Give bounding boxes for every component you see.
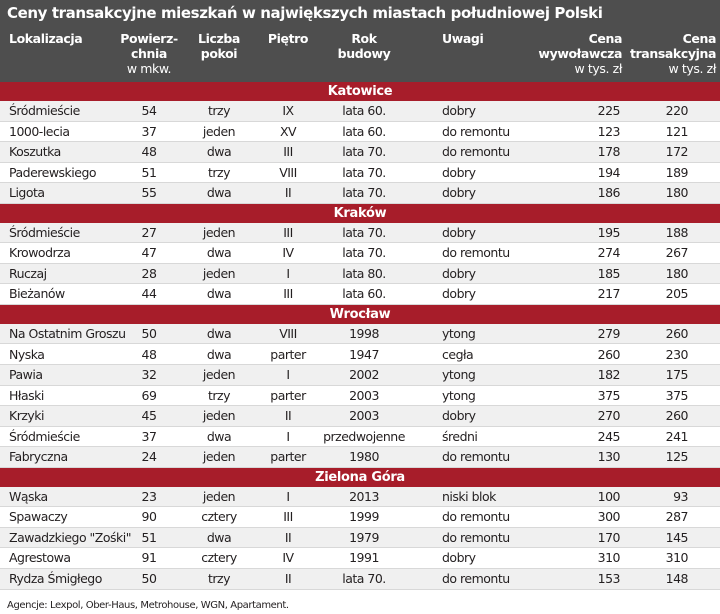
cell-notes: dobry [442,408,476,424]
header-asking-unit: w tys. zł [574,61,622,76]
cell-asking-price: 274 [597,245,620,261]
cell-notes: dobry [442,185,476,201]
cell-notes: ytong [442,367,476,383]
cell-asking-price: 260 [597,346,620,362]
table-row [0,569,720,590]
cell-location: Wąska [9,488,48,504]
cell-asking-price: 217 [597,286,620,302]
cell-year: lata 70. [342,224,386,240]
header-rooms-line2: pokoi [200,46,238,61]
cell-area: 50 [141,325,157,341]
cell-transaction-price: 180 [665,265,688,281]
cell-asking-price: 279 [597,325,620,341]
cell-transaction-price: 125 [665,449,688,465]
cell-floor: I [286,488,290,504]
table-row [0,365,720,386]
cell-asking-price: 245 [597,428,620,444]
cell-floor: IX [282,103,294,118]
cell-notes: do remontu [442,509,510,525]
cell-floor: III [283,286,293,302]
section-header-2: Wrocław [0,305,720,324]
cell-transaction-price: 260 [665,325,688,341]
cell-notes: ytong [442,387,476,403]
cell-rooms: jeden [202,123,236,139]
cell-rooms: dwa [206,286,232,302]
cell-year: lata 70. [342,571,386,586]
cell-location: Bieżanów [9,286,65,302]
cell-location: Krowodrza [9,245,71,261]
table-row [0,183,720,204]
cell-rooms: jeden [202,488,236,504]
cell-location: Pawia [9,367,43,383]
cell-floor: VIII [279,164,297,180]
cell-notes: dobry [442,103,476,118]
cell-floor: II [284,185,292,201]
cell-year: 1998 [349,325,379,341]
cell-rooms: jeden [202,367,236,383]
cell-rooms: dwa [206,325,232,341]
cell-year: lata 60. [342,103,386,118]
cell-area: 27 [141,224,157,240]
table-row [0,345,720,366]
cell-asking-price: 178 [597,144,620,160]
header-floor: Piętro [267,31,309,46]
cell-area: 55 [141,185,157,201]
cell-area: 90 [141,509,157,525]
cell-location: Zawadzkiego "Zośki" [9,529,131,545]
cell-asking-price: 100 [597,488,620,504]
cell-transaction-price: 205 [665,286,688,302]
cell-location: Krzyki [9,408,45,424]
cell-transaction-price: 172 [665,144,688,160]
cell-location: Ruczaj [9,265,47,281]
cell-transaction-price: 260 [665,408,688,424]
page-title: Ceny transakcyjne mieszkań w największych miastach południowej Polski [0,0,720,26]
cell-area: 54 [141,103,157,118]
header-year [318,31,410,61]
section-header-1: Kraków [0,204,720,223]
cell-year: 1947 [349,346,379,362]
section-header-0: Katowice [0,82,720,101]
cell-area: 48 [141,346,157,362]
source-note: Agencje: Lexpol, Ober-Haus, Metrohouse, WGN, Apartament. [7,600,289,611]
cell-area: 24 [141,449,157,465]
cell-transaction-price: 188 [665,224,688,240]
cell-asking-price: 170 [597,529,620,545]
cell-area: 37 [141,428,157,444]
table-row [0,528,720,549]
cell-year: lata 60. [342,123,386,139]
cell-location: Spawaczy [9,509,68,525]
cell-floor: parter [270,387,306,403]
table-row [0,122,720,143]
cell-transaction-price: 230 [665,346,688,362]
cell-notes: do remontu [442,529,510,545]
cell-rooms: jeden [202,224,236,240]
cell-asking-price: 225 [597,103,620,118]
table-header [0,26,720,82]
table-row [0,163,720,184]
table-row [0,142,720,163]
cell-area: 51 [141,164,157,180]
cell-area: 45 [141,408,157,424]
cell-floor: II [284,408,292,424]
cell-asking-price: 123 [597,123,620,139]
header-asking [510,31,622,61]
cell-year: lata 80. [342,265,386,281]
cell-area: 69 [141,387,157,403]
cell-location: Rydza Śmigłego [9,571,102,586]
table-row [0,264,720,285]
cell-floor: II [284,571,292,586]
table-row [0,223,720,244]
cell-location: Paderewskiego [9,164,97,180]
section-header-3: Zielona Góra [0,468,720,487]
cell-transaction-price: 267 [665,245,688,261]
table-row [0,548,720,569]
cell-location: Koszutka [9,144,61,160]
cell-location: Śródmieście [9,224,80,240]
cell-floor: IV [282,245,294,261]
cell-location: Na Ostatnim Groszu [9,325,126,341]
cell-location: Ligota [9,185,45,201]
cell-notes: dobry [442,164,476,180]
cell-transaction-price: 121 [665,123,688,139]
cell-transaction-price: 310 [665,550,688,566]
header-transaction [610,31,716,61]
cell-floor: parter [270,346,306,362]
cell-year: 2003 [349,408,379,424]
cell-floor: II [284,529,292,545]
cell-transaction-price: 148 [665,571,688,586]
cell-floor: III [283,144,293,160]
cell-notes: ytong [442,325,476,341]
cell-notes: dobry [442,265,476,281]
cell-transaction-price: 287 [665,509,688,525]
cell-rooms: jeden [202,265,236,281]
cell-area: 44 [141,286,157,302]
cell-transaction-price: 241 [665,428,688,444]
cell-notes: dobry [442,224,476,240]
cell-rooms: jeden [202,449,236,465]
header-asking-line1: Cena [588,31,622,46]
cell-area: 23 [141,488,157,504]
cell-notes: niski blok [442,488,496,504]
cell-area: 91 [141,550,157,566]
cell-area: 28 [141,265,157,281]
cell-floor: I [286,367,290,383]
cell-rooms: cztery [201,509,237,525]
cell-area: 51 [141,529,157,545]
header-area-line1: Powierz- [120,31,178,46]
cell-year: 1991 [349,550,379,566]
cell-location: Śródmieście [9,103,80,118]
cell-asking-price: 185 [597,265,620,281]
cell-year: lata 70. [342,245,386,261]
cell-transaction-price: 220 [665,103,688,118]
cell-year: przedwojenne [323,428,405,444]
cell-year: 1979 [349,529,379,545]
cell-rooms: trzy [208,571,230,586]
table-row [0,101,720,122]
cell-rooms: cztery [201,550,237,566]
cell-area: 37 [141,123,157,139]
cell-rooms: dwa [206,346,232,362]
cell-area: 32 [141,367,157,383]
cell-transaction-price: 175 [665,367,688,383]
cell-transaction-price: 145 [665,529,688,545]
cell-asking-price: 375 [597,387,620,403]
cell-asking-price: 186 [597,185,620,201]
table-row [0,406,720,427]
cell-location: 1000-lecia [9,123,70,139]
cell-year: 1999 [349,509,379,525]
header-transaction-line2: transakcyjna [629,46,716,61]
header-area [116,31,182,61]
cell-location: Śródmieście [9,428,80,444]
cell-transaction-price: 93 [673,488,688,504]
cell-asking-price: 130 [597,449,620,465]
cell-rooms: trzy [208,387,230,403]
cell-floor: XV [279,123,297,139]
cell-year: 1980 [349,449,379,465]
cell-year: lata 70. [342,144,386,160]
cell-rooms: trzy [208,164,230,180]
cell-floor: III [283,509,293,525]
cell-rooms: jeden [202,408,236,424]
table-row [0,284,720,305]
cell-notes: do remontu [442,449,510,465]
cell-notes: cegła [442,346,474,362]
cell-rooms: dwa [206,185,232,201]
cell-transaction-price: 375 [665,387,688,403]
cell-rooms: dwa [206,144,232,160]
header-notes: Uwagi [442,31,484,46]
table-row [0,243,720,264]
cell-asking-price: 270 [597,408,620,424]
cell-notes: do remontu [442,144,510,160]
cell-floor: IV [282,550,294,566]
cell-year: 2013 [349,488,379,504]
table-row [0,324,720,345]
cell-year: lata 60. [342,286,386,302]
header-area-line2: chnia [131,46,167,61]
header-transaction-line1: Cena [682,31,716,46]
cell-asking-price: 310 [597,550,620,566]
cell-notes: do remontu [442,571,510,586]
cell-floor: I [286,265,290,281]
header-transaction-unit: w tys. zł [668,61,716,76]
cell-notes: do remontu [442,123,510,139]
cell-year: lata 70. [342,164,386,180]
table-row [0,507,720,528]
cell-location: Nyska [9,346,45,362]
cell-asking-price: 195 [597,224,620,240]
header-rooms [183,31,255,61]
header-location: Lokalizacja [9,31,83,46]
cell-transaction-price: 189 [665,164,688,180]
cell-rooms: dwa [206,245,232,261]
header-rooms-line1: Liczba [198,31,240,46]
cell-year: lata 70. [342,185,386,201]
table-row [0,447,720,468]
cell-rooms: dwa [206,428,232,444]
cell-notes: dobry [442,550,476,566]
cell-location: Agrestowa [9,550,71,566]
cell-floor: I [286,428,290,444]
cell-asking-price: 182 [597,367,620,383]
cell-year: 2002 [349,367,379,383]
table-row [0,386,720,407]
cell-area: 48 [141,144,157,160]
cell-notes: do remontu [442,245,510,261]
table-row [0,427,720,448]
cell-asking-price: 300 [597,509,620,525]
cell-transaction-price: 180 [665,185,688,201]
cell-rooms: dwa [206,529,232,545]
cell-floor: VIII [279,325,297,341]
cell-area: 50 [141,571,157,586]
cell-notes: dobry [442,286,476,302]
header-asking-line2: wywoławcza [538,46,622,61]
cell-rooms: trzy [208,103,230,118]
header-year-line1: Rok [351,31,377,46]
cell-notes: średni [442,428,478,444]
cell-area: 47 [141,245,157,261]
table-row [0,487,720,508]
cell-floor: parter [270,449,306,465]
cell-asking-price: 194 [597,164,620,180]
cell-asking-price: 153 [597,571,620,586]
cell-location: Fabryczna [9,449,68,465]
cell-year: 2003 [349,387,379,403]
header-year-line2: budowy [337,46,391,61]
cell-floor: III [283,224,293,240]
cell-location: Hłaski [9,387,44,403]
header-area-unit: w mkw. [126,61,172,76]
